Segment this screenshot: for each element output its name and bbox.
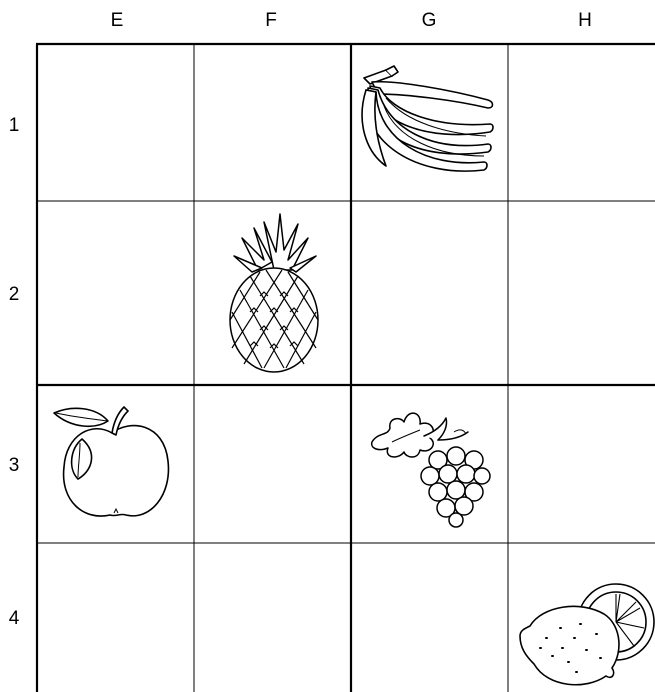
- column-label-f: F: [265, 10, 277, 31]
- column-label-h: H: [578, 10, 592, 31]
- column-label-e: E: [110, 10, 124, 31]
- row-label-2: 2: [8, 284, 20, 305]
- apple-icon: [52, 405, 174, 523]
- lemon-icon: [516, 578, 655, 692]
- banana-icon: [356, 62, 500, 180]
- row-label-1: 1: [8, 115, 20, 136]
- row-label-3: 3: [8, 455, 20, 476]
- pineapple-icon: [224, 212, 324, 374]
- column-label-g: G: [421, 10, 437, 31]
- grapes-icon: [368, 402, 494, 528]
- row-label-4: 4: [8, 608, 20, 629]
